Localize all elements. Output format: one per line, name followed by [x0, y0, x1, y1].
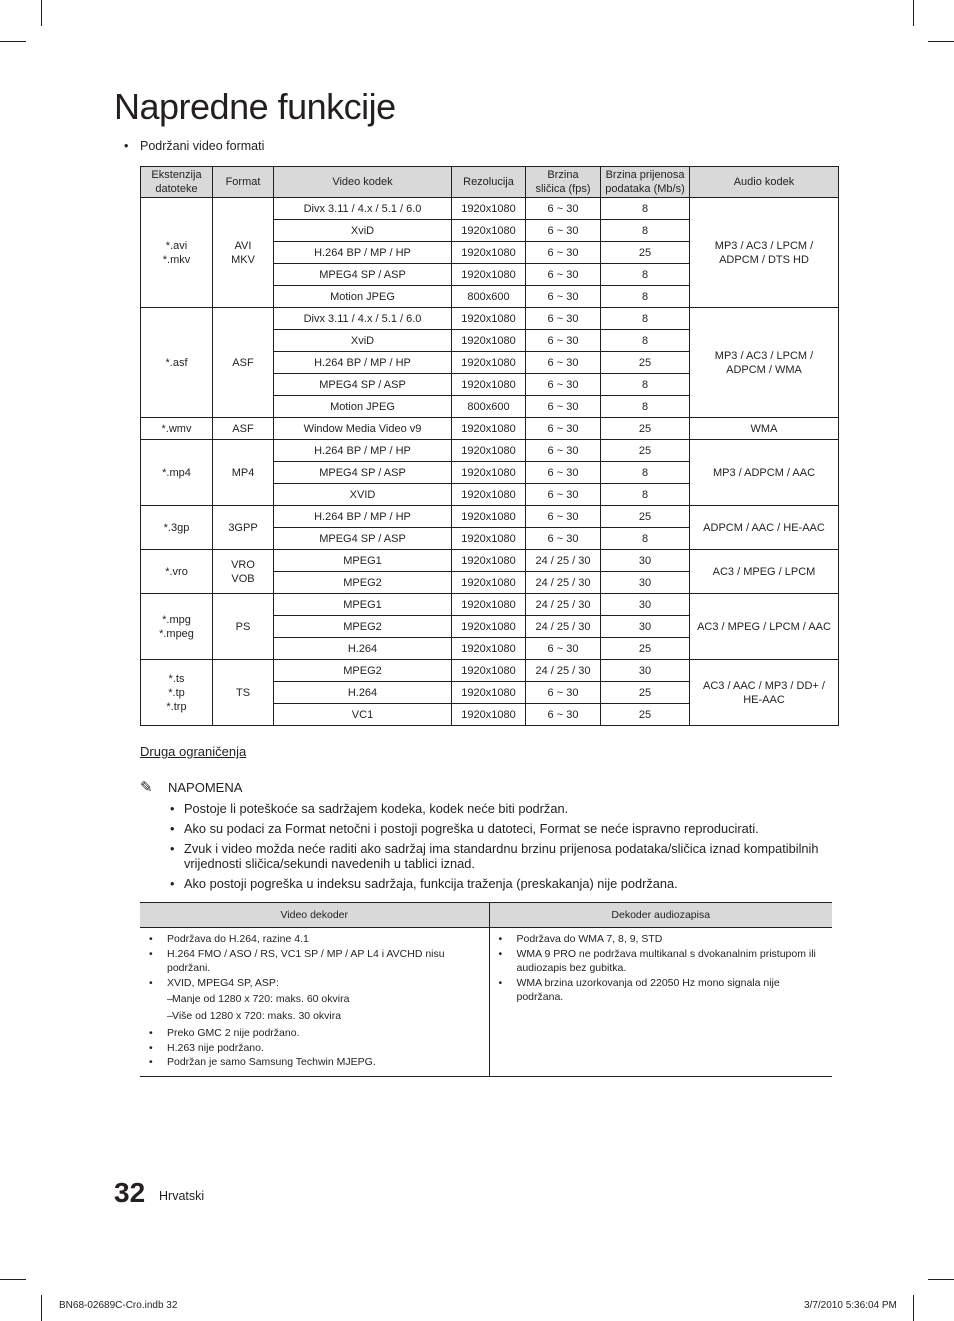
- cell-frame-rate: 6 ~ 30: [526, 418, 601, 440]
- cell-bitrate: 8: [601, 264, 690, 286]
- cell-bitrate: 25: [601, 352, 690, 374]
- header-video-codec: Video kodek: [274, 167, 452, 198]
- list-item: – Više od 1280 x 720: maks. 30 okvira: [146, 1009, 485, 1024]
- cell-resolution: 1920x1080: [452, 440, 526, 462]
- cell-frame-rate: 6 ~ 30: [526, 374, 601, 396]
- cell-resolution: 1920x1080: [452, 660, 526, 682]
- cell-bitrate: 8: [601, 374, 690, 396]
- cell-video-codec: H.264 BP / MP / HP: [274, 242, 452, 264]
- cell-resolution: 800x600: [452, 396, 526, 418]
- table-row: [141, 308, 839, 330]
- cell-format: MP4: [213, 440, 274, 506]
- cell-video-codec: VC1: [274, 704, 452, 726]
- cell-resolution: 1920x1080: [452, 550, 526, 572]
- language-label: Hrvatski: [159, 1189, 205, 1203]
- list-item: • H.263 nije podržano.: [146, 1041, 485, 1056]
- cell-bitrate: 8: [601, 396, 690, 418]
- video-decoder-cell: [140, 928, 489, 1077]
- cell-bitrate: 25: [601, 242, 690, 264]
- crop-mark: [913, 0, 914, 26]
- table-row: [141, 660, 839, 682]
- header-format: Format: [213, 167, 274, 198]
- cell-video-codec: H.264 BP / MP / HP: [274, 506, 452, 528]
- list-item: • XVID, MPEG4 SP, ASP:: [146, 976, 485, 991]
- cell-bitrate: 8: [601, 308, 690, 330]
- table-row: [141, 418, 839, 440]
- cell-frame-rate: 24 / 25 / 30: [526, 550, 601, 572]
- cell-bitrate: 25: [601, 638, 690, 660]
- list-item: • H.264 FMO / ASO / RS, VC1 SP / MP / AP L4 i AVCHD nisu podržani.: [146, 947, 485, 976]
- list-item: • WMA 9 PRO ne podržava multikanal s dvokanalnim pristupom ili audiozapis bez gubitka.: [496, 947, 829, 976]
- footer-file-info: BN68-02689C-Cro.indb 32: [59, 1300, 178, 1311]
- cell-extension: *.mp4: [141, 440, 213, 506]
- cell-video-codec: MPEG2: [274, 572, 452, 594]
- cell-bitrate: 8: [601, 462, 690, 484]
- cell-video-codec: XviD: [274, 330, 452, 352]
- cell-resolution: 1920x1080: [452, 198, 526, 220]
- supported-formats-heading: [124, 139, 264, 153]
- cell-audio-codec: MP3 / AC3 / LPCM / ADPCM / DTS HD: [690, 198, 839, 308]
- cell-audio-codec: MP3 / AC3 / LPCM / ADPCM / WMA: [690, 308, 839, 418]
- cell-video-codec: H.264 BP / MP / HP: [274, 352, 452, 374]
- cell-frame-rate: 6 ~ 30: [526, 484, 601, 506]
- cell-format: TS: [213, 660, 274, 726]
- cell-video-codec: XviD: [274, 220, 452, 242]
- notes-list: [170, 801, 840, 896]
- cell-audio-codec: WMA: [690, 418, 839, 440]
- cell-frame-rate: 6 ~ 30: [526, 396, 601, 418]
- cell-bitrate: 30: [601, 594, 690, 616]
- cell-video-codec: Motion JPEG: [274, 396, 452, 418]
- cell-frame-rate: 24 / 25 / 30: [526, 616, 601, 638]
- cell-bitrate: 30: [601, 550, 690, 572]
- crop-mark: [0, 41, 26, 42]
- cell-video-codec: MPEG4 SP / ASP: [274, 374, 452, 396]
- cell-resolution: 1920x1080: [452, 704, 526, 726]
- cell-resolution: 1920x1080: [452, 220, 526, 242]
- cell-bitrate: 8: [601, 198, 690, 220]
- cell-audio-codec: AC3 / MPEG / LPCM / AAC: [690, 594, 839, 660]
- cell-frame-rate: 6 ~ 30: [526, 440, 601, 462]
- decoder-table: [140, 902, 832, 1077]
- cell-frame-rate: 6 ~ 30: [526, 462, 601, 484]
- cell-frame-rate: 6 ~ 30: [526, 242, 601, 264]
- list-item: • Ako postoji pogreška u indeksu sadržaja, funkcija traženja (preskakanja) nije podržana.: [170, 876, 840, 891]
- cell-format: ASF: [213, 418, 274, 440]
- list-item: • Podržan je samo Samsung Techwin MJEPG.: [146, 1055, 485, 1070]
- cell-frame-rate: 24 / 25 / 30: [526, 594, 601, 616]
- bullet-icon: •: [124, 139, 129, 153]
- cell-extension: *.wmv: [141, 418, 213, 440]
- cell-extension: *.asf: [141, 308, 213, 418]
- audio-decoder-header: Dekoder audiozapisa: [489, 903, 832, 928]
- table-row: [141, 440, 839, 462]
- cell-video-codec: Divx 3.11 / 4.x / 5.1 / 6.0: [274, 198, 452, 220]
- cell-resolution: 1920x1080: [452, 330, 526, 352]
- audio-decoder-cell: [489, 928, 832, 1077]
- cell-frame-rate: 6 ~ 30: [526, 308, 601, 330]
- cell-frame-rate: 6 ~ 30: [526, 286, 601, 308]
- header-bitrate: Brzina prijenosa podataka (Mb/s): [601, 167, 690, 198]
- cell-frame-rate: 6 ~ 30: [526, 198, 601, 220]
- cell-audio-codec: AC3 / MPEG / LPCM: [690, 550, 839, 594]
- list-item: • Postoje li poteškoće sa sadržajem kodeka, kodek neće biti podržan.: [170, 801, 840, 816]
- cell-audio-codec: ADPCM / AAC / HE-AAC: [690, 506, 839, 550]
- cell-bitrate: 30: [601, 660, 690, 682]
- cell-resolution: 1920x1080: [452, 506, 526, 528]
- audio-decoder-list: [496, 932, 829, 1005]
- cell-audio-codec: MP3 / ADPCM / AAC: [690, 440, 839, 506]
- cell-format: 3GPP: [213, 506, 274, 550]
- cell-bitrate: 25: [601, 418, 690, 440]
- cell-extension: *.ts *.tp *.trp: [141, 660, 213, 726]
- page-number: 32: [114, 1177, 146, 1208]
- crop-mark: [928, 1279, 954, 1280]
- cell-format: ASF: [213, 308, 274, 418]
- cell-bitrate: 25: [601, 506, 690, 528]
- cell-video-codec: MPEG1: [274, 594, 452, 616]
- cell-resolution: 1920x1080: [452, 616, 526, 638]
- cell-extension: *.avi *.mkv: [141, 198, 213, 308]
- cell-bitrate: 25: [601, 682, 690, 704]
- list-item: – Manje od 1280 x 720: maks. 60 okvira: [146, 992, 485, 1007]
- cell-frame-rate: 6 ~ 30: [526, 704, 601, 726]
- other-limits-heading: Druga ograničenja: [140, 744, 247, 759]
- cell-extension: *.mpg *.mpeg: [141, 594, 213, 660]
- crop-mark: [913, 1295, 914, 1321]
- cell-bitrate: 25: [601, 704, 690, 726]
- cell-resolution: 1920x1080: [452, 308, 526, 330]
- video-decoder-header: Video dekoder: [140, 903, 489, 928]
- cell-video-codec: Divx 3.11 / 4.x / 5.1 / 6.0: [274, 308, 452, 330]
- note-label: NAPOMENA: [168, 780, 243, 795]
- cell-resolution: 1920x1080: [452, 594, 526, 616]
- cell-video-codec: MPEG1: [274, 550, 452, 572]
- cell-frame-rate: 6 ~ 30: [526, 264, 601, 286]
- cell-format: PS: [213, 594, 274, 660]
- table-row: [141, 594, 839, 616]
- cell-frame-rate: 6 ~ 30: [526, 352, 601, 374]
- cell-resolution: 1920x1080: [452, 374, 526, 396]
- cell-bitrate: 30: [601, 572, 690, 594]
- cell-bitrate: 30: [601, 616, 690, 638]
- crop-mark: [41, 1295, 42, 1321]
- cell-video-codec: Motion JPEG: [274, 286, 452, 308]
- cell-audio-codec: AC3 / AAC / MP3 / DD+ / HE-AAC: [690, 660, 839, 726]
- header-extension: Ekstenzija datoteke: [141, 167, 213, 198]
- cell-extension: *.3gp: [141, 506, 213, 550]
- cell-bitrate: 8: [601, 286, 690, 308]
- note-heading: [140, 778, 242, 796]
- cell-resolution: 1920x1080: [452, 528, 526, 550]
- cell-resolution: 1920x1080: [452, 572, 526, 594]
- cell-resolution: 1920x1080: [452, 352, 526, 374]
- cell-video-codec: MPEG4 SP / ASP: [274, 264, 452, 286]
- crop-mark: [41, 0, 42, 26]
- list-item: • Preko GMC 2 nije podržano.: [146, 1026, 485, 1041]
- cell-frame-rate: 6 ~ 30: [526, 528, 601, 550]
- cell-format: VRO VOB: [213, 550, 274, 594]
- cell-bitrate: 25: [601, 440, 690, 462]
- page-title: Napredne funkcije: [114, 86, 396, 127]
- cell-video-codec: MPEG2: [274, 660, 452, 682]
- list-item: • Podržava do WMA 7, 8, 9, STD: [496, 932, 829, 947]
- supported-formats-label: Podržani video formati: [140, 139, 265, 153]
- header-resolution: Rezolucija: [452, 167, 526, 198]
- footer-timestamp: 3/7/2010 5:36:04 PM: [804, 1300, 897, 1311]
- cell-resolution: 1920x1080: [452, 484, 526, 506]
- list-item: • Zvuk i video možda neće raditi ako sadržaj ima standardnu brzinu prijenosa podataka/sličica iznad kompatibilnih vrijednosti sličica/sekundi navedenih u tablici iznad.: [170, 841, 840, 871]
- cell-frame-rate: 6 ~ 30: [526, 330, 601, 352]
- crop-mark: [928, 41, 954, 42]
- cell-resolution: 800x600: [452, 286, 526, 308]
- cell-resolution: 1920x1080: [452, 682, 526, 704]
- table-row: [141, 198, 839, 220]
- table-row: [141, 506, 839, 528]
- cell-frame-rate: 6 ~ 30: [526, 638, 601, 660]
- cell-frame-rate: 6 ~ 30: [526, 682, 601, 704]
- cell-video-codec: XVID: [274, 484, 452, 506]
- cell-resolution: 1920x1080: [452, 264, 526, 286]
- cell-resolution: 1920x1080: [452, 638, 526, 660]
- cell-frame-rate: 24 / 25 / 30: [526, 572, 601, 594]
- cell-resolution: 1920x1080: [452, 242, 526, 264]
- list-item: • Podržava do H.264, razine 4.1: [146, 932, 485, 947]
- crop-mark: [0, 1279, 26, 1280]
- cell-extension: *.vro: [141, 550, 213, 594]
- cell-video-codec: MPEG2: [274, 616, 452, 638]
- pencil-icon: ✎: [140, 779, 153, 796]
- cell-video-codec: H.264: [274, 682, 452, 704]
- cell-frame-rate: 6 ~ 30: [526, 506, 601, 528]
- cell-format: AVI MKV: [213, 198, 274, 308]
- cell-frame-rate: 6 ~ 30: [526, 220, 601, 242]
- list-item: • Ako su podaci za Format netočni i postoji pogreška u datoteci, Format se neće ispravno reproducirati.: [170, 821, 840, 836]
- video-decoder-list: [146, 932, 485, 1070]
- cell-bitrate: 8: [601, 528, 690, 550]
- cell-video-codec: MPEG4 SP / ASP: [274, 528, 452, 550]
- header-frame-rate: Brzina sličica (fps): [526, 167, 601, 198]
- cell-video-codec: Window Media Video v9: [274, 418, 452, 440]
- cell-frame-rate: 24 / 25 / 30: [526, 660, 601, 682]
- cell-bitrate: 8: [601, 484, 690, 506]
- cell-resolution: 1920x1080: [452, 462, 526, 484]
- cell-bitrate: 8: [601, 220, 690, 242]
- header-audio-codec: Audio kodek: [690, 167, 839, 198]
- cell-video-codec: MPEG4 SP / ASP: [274, 462, 452, 484]
- cell-video-codec: H.264 BP / MP / HP: [274, 440, 452, 462]
- video-formats-table: [140, 166, 839, 726]
- table-row: [141, 550, 839, 572]
- list-item: • WMA brzina uzorkovanja od 22050 Hz mono signala nije podržana.: [496, 976, 829, 1005]
- cell-video-codec: H.264: [274, 638, 452, 660]
- cell-resolution: 1920x1080: [452, 418, 526, 440]
- cell-bitrate: 8: [601, 330, 690, 352]
